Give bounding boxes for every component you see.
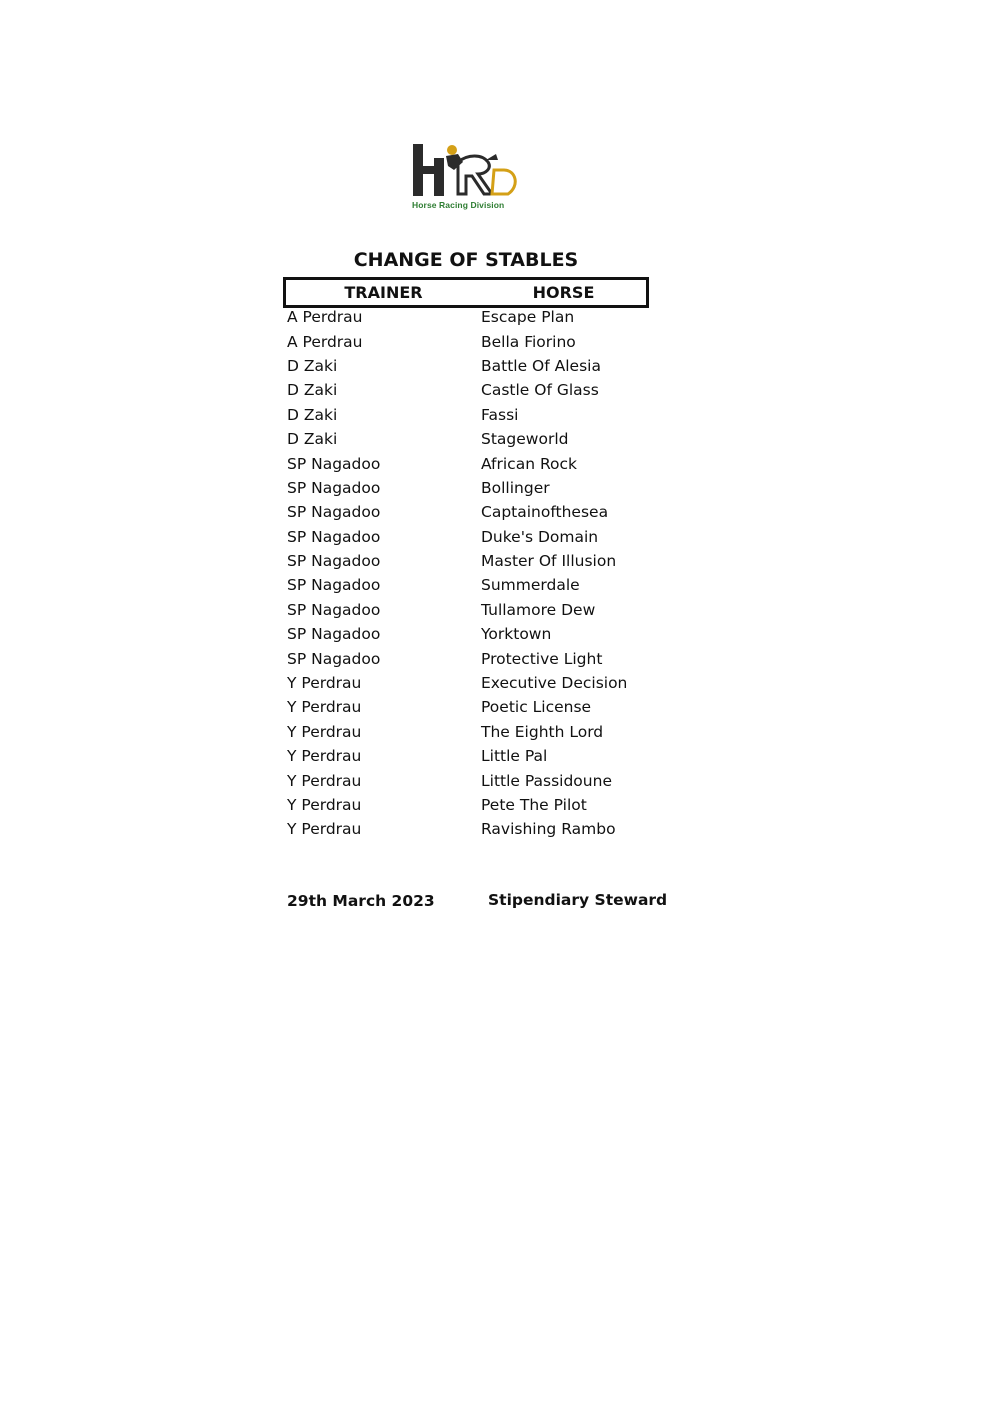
trainer-cell: SP Nagadoo (287, 625, 381, 644)
column-header-horse: HORSE (532, 283, 595, 302)
trainer-cell: D Zaki (287, 356, 338, 375)
hrd-logo (408, 140, 524, 214)
table-row (287, 622, 667, 646)
table-row (287, 817, 667, 841)
logo-caption: Horse Racing Division (412, 200, 505, 210)
horse-cell: Little Pal (481, 747, 548, 766)
table-row (287, 525, 667, 549)
page-title: CHANGE OF STABLES (353, 249, 579, 271)
horse-cell: Captainofthesea (481, 503, 609, 522)
trainer-cell: D Zaki (287, 405, 338, 424)
horse-cell: Bollinger (481, 478, 550, 497)
trainer-cell: D Zaki (287, 381, 338, 400)
trainer-cell: SP Nagadoo (287, 454, 381, 473)
trainer-cell: A Perdrau (287, 308, 363, 327)
trainer-cell: Y Perdrau (287, 747, 362, 766)
table-row (287, 500, 667, 524)
trainer-cell: Y Perdrau (287, 722, 362, 741)
table-row (287, 378, 667, 402)
trainer-cell: D Zaki (287, 430, 338, 449)
trainer-cell: SP Nagadoo (287, 552, 381, 571)
trainer-cell: SP Nagadoo (287, 503, 381, 522)
horse-cell: Master Of Illusion (481, 552, 617, 571)
trainer-cell: A Perdrau (287, 332, 363, 351)
table-row (287, 403, 667, 427)
table-row (287, 451, 667, 475)
horse-cell: Battle Of Alesia (481, 356, 601, 375)
document-date: 29th March 2023 (287, 892, 435, 910)
horse-cell: Fassi (481, 405, 519, 424)
table-row (287, 793, 667, 817)
horse-cell: Bella Fiorino (481, 332, 576, 351)
trainer-cell: Y Perdrau (287, 771, 362, 790)
signatory: Stipendiary Steward (488, 891, 668, 909)
trainer-cell: SP Nagadoo (287, 576, 381, 595)
table-row (287, 305, 667, 329)
horse-cell: Tullamore Dew (481, 600, 596, 619)
horse-cell: Pete The Pilot (481, 796, 587, 814)
table-row (287, 671, 667, 695)
horse-cell: Castle Of Glass (481, 381, 599, 400)
horse-cell: Ravishing Rambo (481, 820, 616, 839)
table-row (287, 598, 667, 622)
table-row (287, 720, 667, 744)
horse-cell: African Rock (481, 454, 578, 473)
horse-cell: Stageworld (481, 430, 569, 449)
table-row (287, 329, 667, 353)
horse-cell: Little Passidoune (481, 771, 612, 790)
table-row (287, 646, 667, 670)
horse-cell: Duke's Domain (481, 527, 599, 546)
trainer-cell: Y Perdrau (287, 820, 362, 839)
table-row (287, 476, 667, 500)
horse-cell: Escape Plan (481, 308, 575, 327)
hrd-logo-mark (408, 140, 524, 200)
table-row (287, 573, 667, 597)
table-row (287, 768, 667, 792)
trainer-cell: SP Nagadoo (287, 649, 381, 668)
trainer-cell: SP Nagadoo (287, 478, 381, 497)
table-header (283, 277, 649, 308)
trainer-cell: Y Perdrau (287, 796, 362, 814)
horse-cell: Poetic License (481, 698, 592, 717)
horse-cell: Executive Decision (481, 674, 628, 693)
trainer-cell: SP Nagadoo (287, 527, 381, 546)
trainer-cell: Y Perdrau (287, 698, 362, 717)
horse-cell: The Eighth Lord (481, 722, 604, 741)
stable-change-table (287, 305, 667, 842)
table-row (287, 354, 667, 378)
table-row (287, 427, 667, 451)
horse-cell: Summerdale (481, 576, 580, 595)
horse-cell: Yorktown (481, 625, 552, 644)
table-row (287, 695, 667, 719)
trainer-cell: SP Nagadoo (287, 600, 381, 619)
column-header-trainer: TRAINER (344, 283, 423, 302)
table-row (287, 549, 667, 573)
table-row (287, 744, 667, 768)
trainer-cell: Y Perdrau (287, 674, 362, 693)
horse-cell: Protective Light (481, 649, 603, 668)
